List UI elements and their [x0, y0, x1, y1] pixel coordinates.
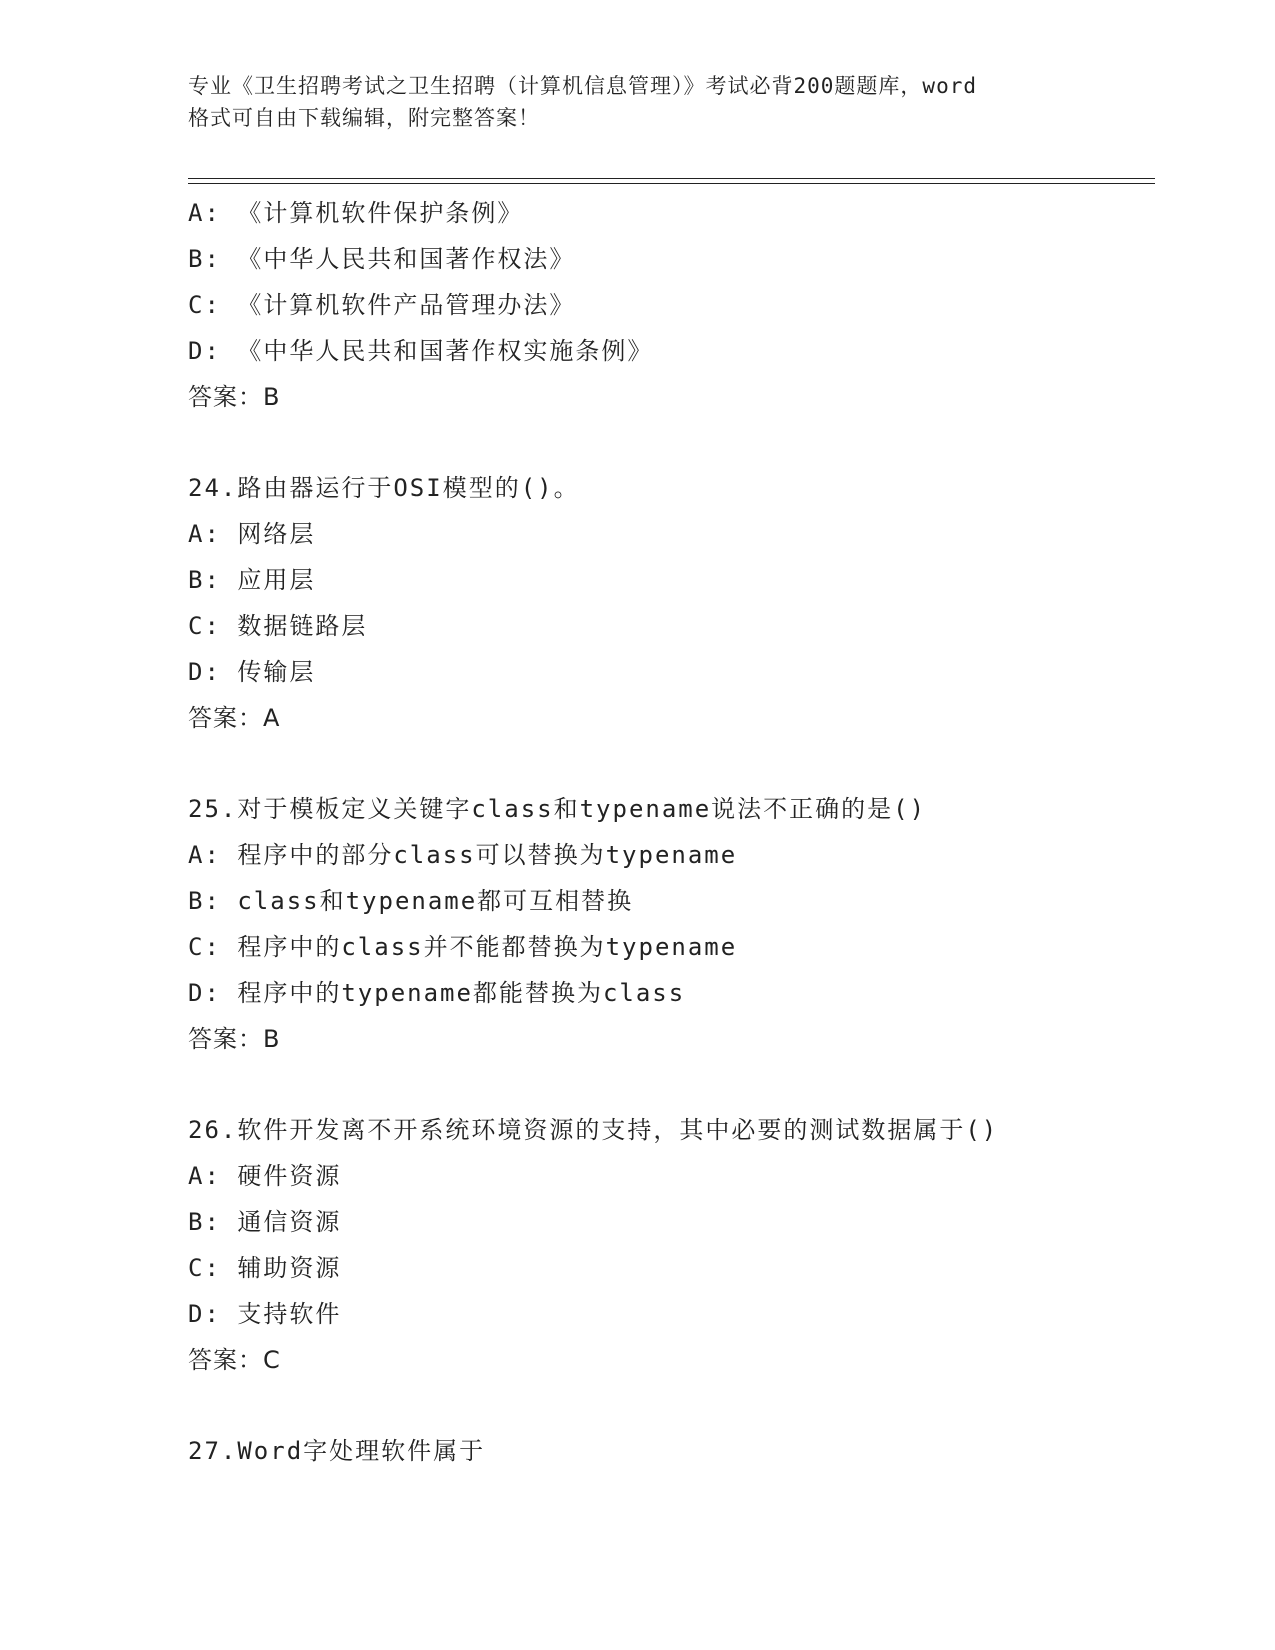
option-d: D: 程序中的typename都能替换为class [188, 979, 686, 1007]
spacer [188, 1383, 1148, 1428]
answer: 答案：B [188, 383, 281, 411]
question-23 [188, 190, 1148, 420]
option-b: B: class和typename都可互相替换 [188, 887, 634, 915]
option-b: B: 应用层 [188, 566, 316, 594]
option-a: A: 网络层 [188, 520, 316, 548]
answer: 答案：A [188, 704, 281, 732]
spacer [188, 420, 1148, 465]
option-d: D: 《中华人民共和国著作权实施条例》 [188, 337, 654, 365]
answer: 答案：B [188, 1025, 281, 1053]
option-d: D: 支持软件 [188, 1300, 342, 1328]
question-24 [188, 465, 1148, 741]
header-divider-bottom [188, 183, 1155, 184]
question-text: 25.对于模板定义关键字class和typename说法不正确的是() [188, 795, 927, 823]
question-list [188, 190, 1148, 1474]
option-b: B: 《中华人民共和国著作权法》 [188, 245, 576, 273]
option-c: C: 《计算机软件产品管理办法》 [188, 291, 576, 319]
option-c: C: 程序中的class并不能都替换为typename [188, 933, 738, 961]
spacer [188, 741, 1148, 786]
option-d: D: 传输层 [188, 658, 316, 686]
question-25 [188, 786, 1148, 1062]
option-a: A: 程序中的部分class可以替换为typename [188, 841, 738, 869]
question-text: 24.路由器运行于OSI模型的()。 [188, 474, 580, 502]
option-b: B: 通信资源 [188, 1208, 342, 1236]
header-title-line-2: 格式可自由下载编辑，附完整答案！ [188, 106, 540, 130]
option-c: C: 辅助资源 [188, 1254, 342, 1282]
spacer [188, 1062, 1148, 1107]
header-divider-top [188, 178, 1155, 179]
header-title-line-1: 专业《卫生招聘考试之卫生招聘（计算机信息管理）》考试必背200题题库，word [188, 74, 977, 98]
option-a: A: 硬件资源 [188, 1162, 342, 1190]
option-c: C: 数据链路层 [188, 612, 368, 640]
document-header [188, 70, 1088, 134]
option-a: A: 《计算机软件保护条例》 [188, 199, 524, 227]
question-27 [188, 1428, 1148, 1474]
question-26 [188, 1107, 1148, 1383]
question-text: 27.Word字处理软件属于 [188, 1437, 486, 1465]
answer: 答案：C [188, 1346, 281, 1374]
question-text: 26.软件开发离不开系统环境资源的支持，其中必要的测试数据属于() [188, 1116, 999, 1144]
